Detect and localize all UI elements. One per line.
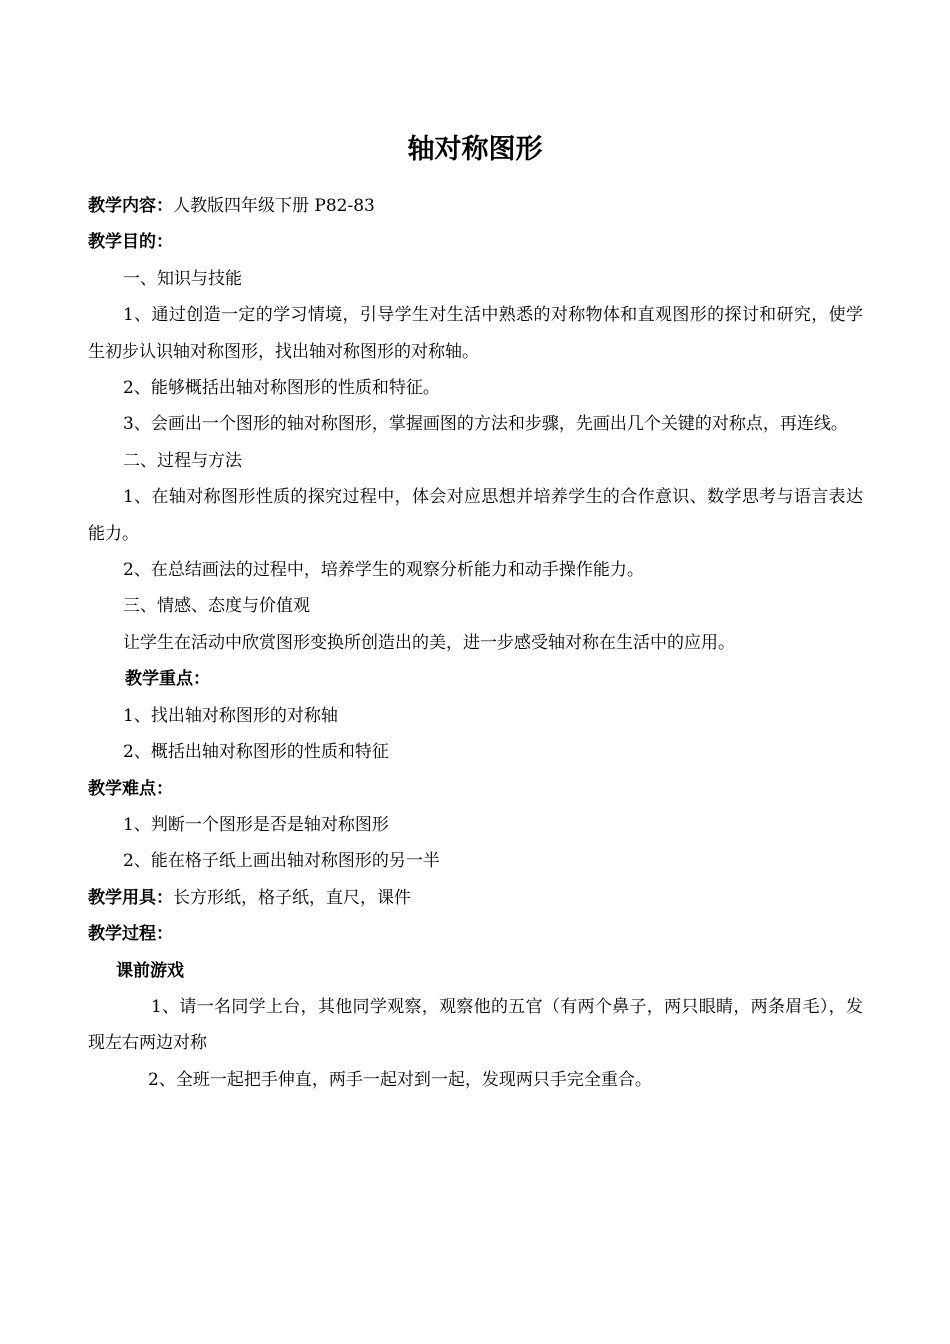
section2-item1: 1、在轴对称图形性质的探究过程中，体会对应思想并培养学生的合作意识、数学思考与语言表达能力。 xyxy=(88,487,863,544)
teaching-content-line xyxy=(88,188,863,224)
difficulties-label: 教学难点： xyxy=(88,778,173,799)
section1-item1: 1、通过创造一定的学习情境，引导学生对生活中熟悉的对称物体和直观图形的探讨和研究，使学生初步认识轴对称图形，找出轴对称图形的对称轴。 xyxy=(88,305,863,362)
game-item1: 1、请一名同学上台，其他同学观察，观察他的五官（有两个鼻子，两只眼睛，两条眉毛），发现左右两边对称 xyxy=(88,996,863,1054)
section2-heading: 二、过程与方法 xyxy=(123,450,242,471)
section3-text: 让学生在活动中欣赏图形变换所创造出的美，进一步感受轴对称在生活中的应用。 xyxy=(123,632,735,653)
key-point-item2: 2、概括出轴对称图形的性质和特征 xyxy=(123,742,389,763)
teaching-objectives-label: 教学目的： xyxy=(88,232,173,253)
teaching-content-label: 教学内容： xyxy=(88,196,173,216)
pre-class-game-heading: 课前游戏 xyxy=(116,960,184,981)
section3-heading: 三、情感、态度与价值观 xyxy=(123,596,310,617)
teaching-tools-label: 教学用具： xyxy=(88,887,173,908)
teaching-tools-value: 长方形纸，格子纸，直尺，课件 xyxy=(173,887,411,908)
difficulty-item1: 1、判断一个图形是否是轴对称图形 xyxy=(123,814,389,835)
key-points-label: 教学重点： xyxy=(125,669,210,690)
teaching-content-value: 人教版四年级下册 P82-83 xyxy=(173,196,375,216)
section1-item3: 3、会画出一个图形的轴对称图形，掌握画图的方法和步骤，先画出几个关键的对称点，再连线。 xyxy=(123,414,848,435)
teaching-process-label: 教学过程： xyxy=(88,924,173,945)
document-title: 轴对称图形 xyxy=(407,134,543,165)
teaching-tools-line xyxy=(88,880,863,916)
section2-item2: 2、在总结画法的过程中，培养学生的观察分析能力和动手操作能力。 xyxy=(123,560,644,581)
section1-item2: 2、能够概括出轴对称图形的性质和特征。 xyxy=(123,378,440,399)
section1-heading: 一、知识与技能 xyxy=(123,268,242,289)
key-point-item1: 1、找出轴对称图形的对称轴 xyxy=(123,705,338,726)
game-item2: 2、全班一起把手伸直，两手一起对到一起，发现两只手完全重合。 xyxy=(148,1069,652,1090)
document-body xyxy=(88,188,863,1098)
difficulty-item2: 2、能在格子纸上画出轴对称图形的另一半 xyxy=(123,851,440,872)
